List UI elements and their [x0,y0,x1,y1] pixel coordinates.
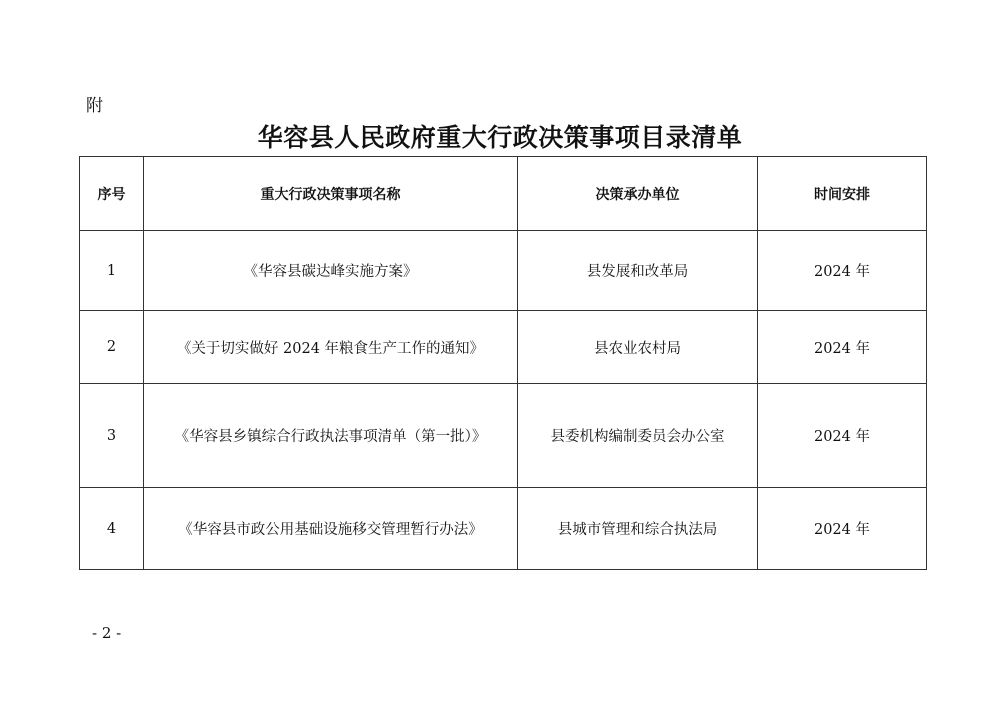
cell-unit: 县委机构编制委员会办公室 [518,384,758,488]
cell-serial: 4 [80,488,144,570]
table-row [80,488,927,570]
cell-time: 2024 年 [758,311,927,384]
header-cell-unit: 决策承办单位 [518,157,758,231]
cell-time: 2024 年 [758,384,927,488]
annex-label: 附 [86,96,103,116]
cell-item-name: 《华容县市政公用基础设施移交管理暂行办法》 [144,488,518,570]
cell-serial: 1 [80,231,144,311]
cell-item-name: 《华容县碳达峰实施方案》 [144,231,518,311]
decision-list-table [79,156,927,570]
cell-serial: 3 [80,384,144,488]
cell-item-name: 《华容县乡镇综合行政执法事项清单（第一批）》 [144,384,518,488]
table-row [80,384,927,488]
header-cell-time: 时间安排 [758,157,927,231]
cell-unit: 县农业农村局 [518,311,758,384]
cell-item-name: 《关于切实做好 2024 年粮食生产工作的通知》 [144,311,518,384]
document-title: 华容县人民政府重大行政决策事项目录清单 [257,123,743,152]
header-cell-serial: 序号 [80,157,144,231]
page-number: - 2 - [92,624,122,642]
table-row [80,311,927,384]
cell-unit: 县发展和改革局 [518,231,758,311]
cell-time: 2024 年 [758,231,927,311]
cell-unit: 县城市管理和综合执法局 [518,488,758,570]
header-cell-item-name: 重大行政决策事项名称 [144,157,518,231]
cell-serial: 2 [80,311,144,384]
cell-time: 2024 年 [758,488,927,570]
table-row [80,231,927,311]
table-header-row [80,157,927,231]
